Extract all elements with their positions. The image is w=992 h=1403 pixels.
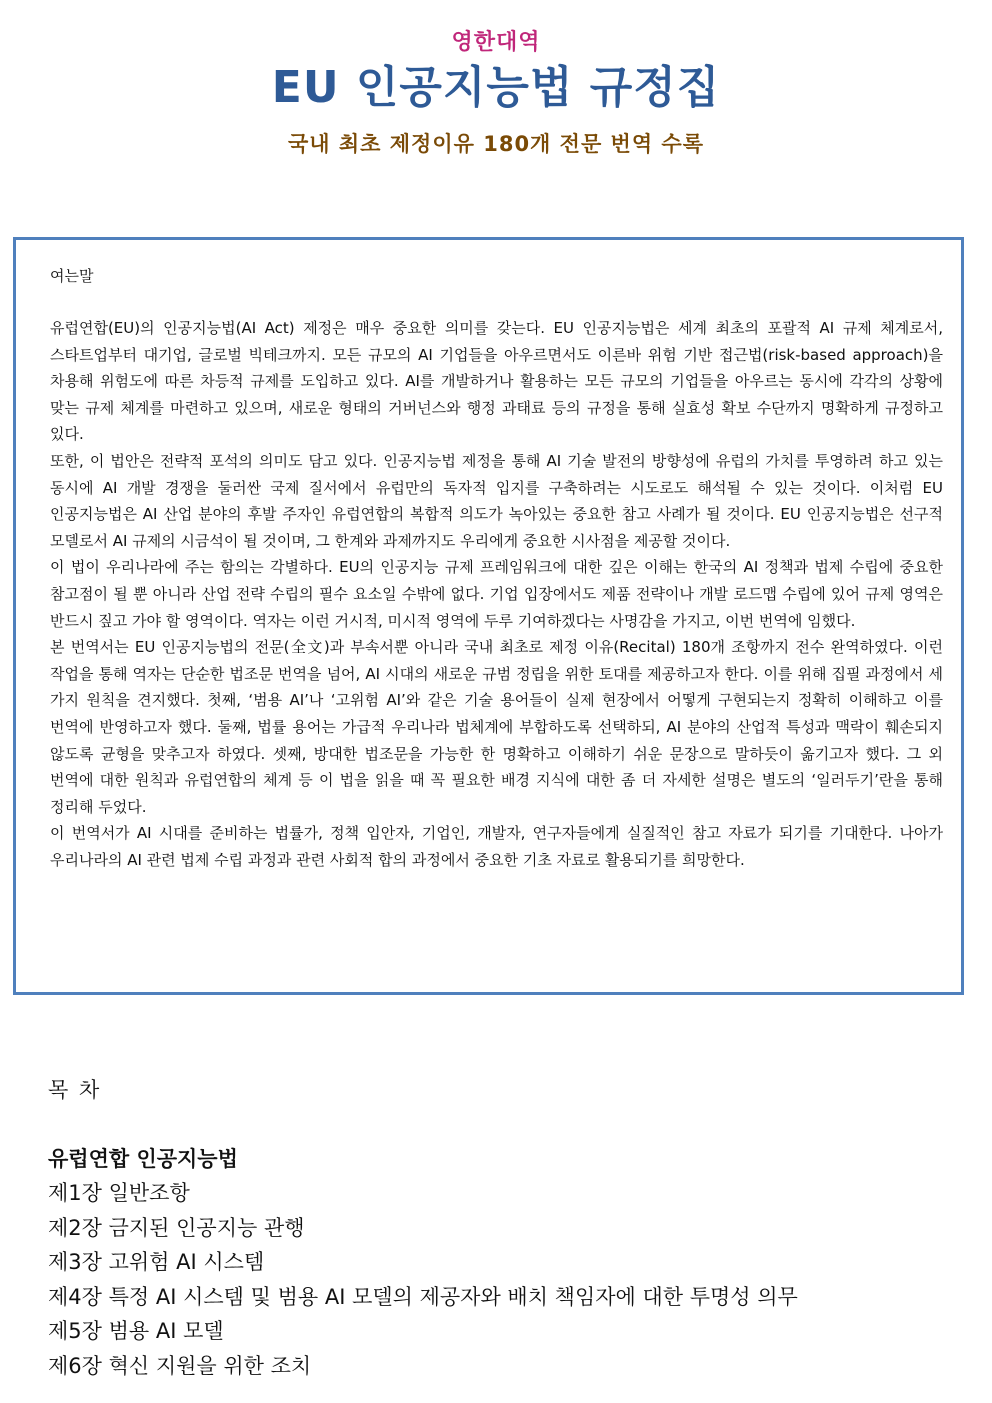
bilingual-label: 영한대역 — [451, 30, 541, 55]
foreword-paragraph-1: 유럽연합(EU)의 인공지능법(AI Act) 제정은 매우 중요한 의미를 갖는다. EU 인공지능법은 세계 최초의 포괄적 AI 규제 체계로서, 스타트업부터 대기업, 글로벌 빅테크까지. 모든 규모의 AI 기업들을 아우르면서도 이른바 위험 기반 접근법(risk-based approach)을 차용해 위험도에 따른 차등적 규제를 도입하고 있다. AI를 개발하거나 활용하는 모든 규모의 기업들을 아우르는 동시에 각각의 상황에 맞는 규제 체계를 마련하고 있으며, 새로운 형태의 거버넌스와 행정 과태료 등의 규정을 통해 실효성 확보 수단까지 명확하게 규정하고 있다. — [50, 319, 943, 444]
foreword-box — [13, 237, 964, 995]
toc-item-chapter-4: 제4장 특정 AI 시스템 및 범용 AI 모델의 제공자와 배치 책임자에 대한 투명성 의무 — [48, 1284, 798, 1309]
toc-item-chapter-6: 제6장 혁신 지원을 위한 조치 — [48, 1353, 312, 1378]
foreword-paragraph-5: 이 번역서가 AI 시대를 준비하는 법률가, 정책 입안자, 기업인, 개발자, 연구자들에게 실질적인 참고 자료가 되기를 기대한다. 나아가 우리나라의 AI 관련 법제 수립 과정과 관련 사회적 합의 과정에서 중요한 기초 자료로 활용되기를 희망한다. — [50, 824, 943, 869]
table-of-contents — [48, 1072, 958, 1383]
toc-item-chapter-1: 제1장 일반조항 — [48, 1181, 190, 1205]
toc-title: 목 차 — [48, 1078, 102, 1102]
foreword-paragraph-2: 또한, 이 법안은 전략적 포석의 의미도 담고 있다. 인공지능법 제정을 통해 AI 기술 발전의 방향성에 유럽의 가치를 투영하려 하고 있는 동시에 AI 개발 경쟁을 둘러싼 국제 질서에서 유럽만의 독자적 입지를 구축하려는 시도로도 해석될 수 있는 것이다. 이처럼 EU 인공지능법은 AI 산업 분야의 후발 주자인 유럽연합의 복합적 의도가 녹아있는 중요한 참고 사례가 될 것이다. EU 인공지능법은 선구적 모델로서 AI 규제의 시금석이 될 것이며, 그 한계와 과제까지도 우리에게 중요한 시사점을 제공할 것이다. — [50, 451, 943, 550]
foreword-paragraph-3: 이 법이 우리나라에 주는 함의는 각별하다. EU의 인공지능 규제 프레임워크에 대한 깊은 이해는 한국의 AI 정책과 법제 수립에 중요한 참고점이 될 뿐 아니라 산업 전략 수립의 필수 요소일 수밖에 없다. 기업 입장에서도 제품 전략이나 개발 로드맵 수립에 있어 규제 영역은 반드시 짚고 가야 할 영역이다. 역자는 이런 거시적, 미시적 영역에 두루 기여하겠다는 사명감을 가지고, 이번 번역에 임했다. — [50, 558, 943, 630]
toc-item-chapter-2: 제2장 금지된 인공지능 관행 — [48, 1215, 305, 1240]
toc-item-chapter-5: 제5장 범용 AI 모델 — [48, 1319, 224, 1343]
toc-section-title: 유럽연합 인공지능법 — [48, 1147, 238, 1171]
book-title: EU 인공지능법 규정집 — [271, 62, 721, 113]
foreword-paragraph-4: 본 번역서는 EU 인공지능법의 전문(全文)과 부속서뿐 아니라 국내 최초로 제정 이유(Recital) 180개 조항까지 전수 완역하였다. 이런 작업을 통해 역자는 단순한 법조문 번역을 넘어, AI 시대의 새로운 규범 정립을 위한 토대를 제공하고자 한다. 이를 위해 집필 과정에서 세 가지 원칙을 견지했다. 첫째, ‘범용 AI’나 ‘고위험 AI’와 같은 기술 용어들이 실제 현장에서 어떻게 구현되는지 정확히 이해하고 이를 번역에 반영하고자 했다. 둘째, 법률 용어는 가급적 우리나라 법체계에 부합하도록 선택하되, AI 분야의 산업적 특성과 맥락이 훼손되지 않도록 균형을 맞추고자 하였다. 셋째, 방대한 법조문을 가능한 한 명확하고 이해하기 쉬운 문장으로 말하듯이 옮기고자 했다. 그 외 번역에 대한 원칙과 유럽연합의 체계 등 이 법을 읽을 때 꼭 필요한 배경 지식에 대한 좀 더 자세한 설명은 별도의 ‘일러두기’란을 통해 정리해 두었다. — [50, 638, 943, 816]
toc-item-chapter-3: 제3장 고위험 AI 시스템 — [48, 1250, 265, 1274]
book-subtitle: 국내 최초 제정이유 180개 전문 번역 수록 — [288, 132, 704, 156]
foreword-heading: 여는말 — [50, 267, 94, 285]
page-header — [0, 28, 992, 160]
